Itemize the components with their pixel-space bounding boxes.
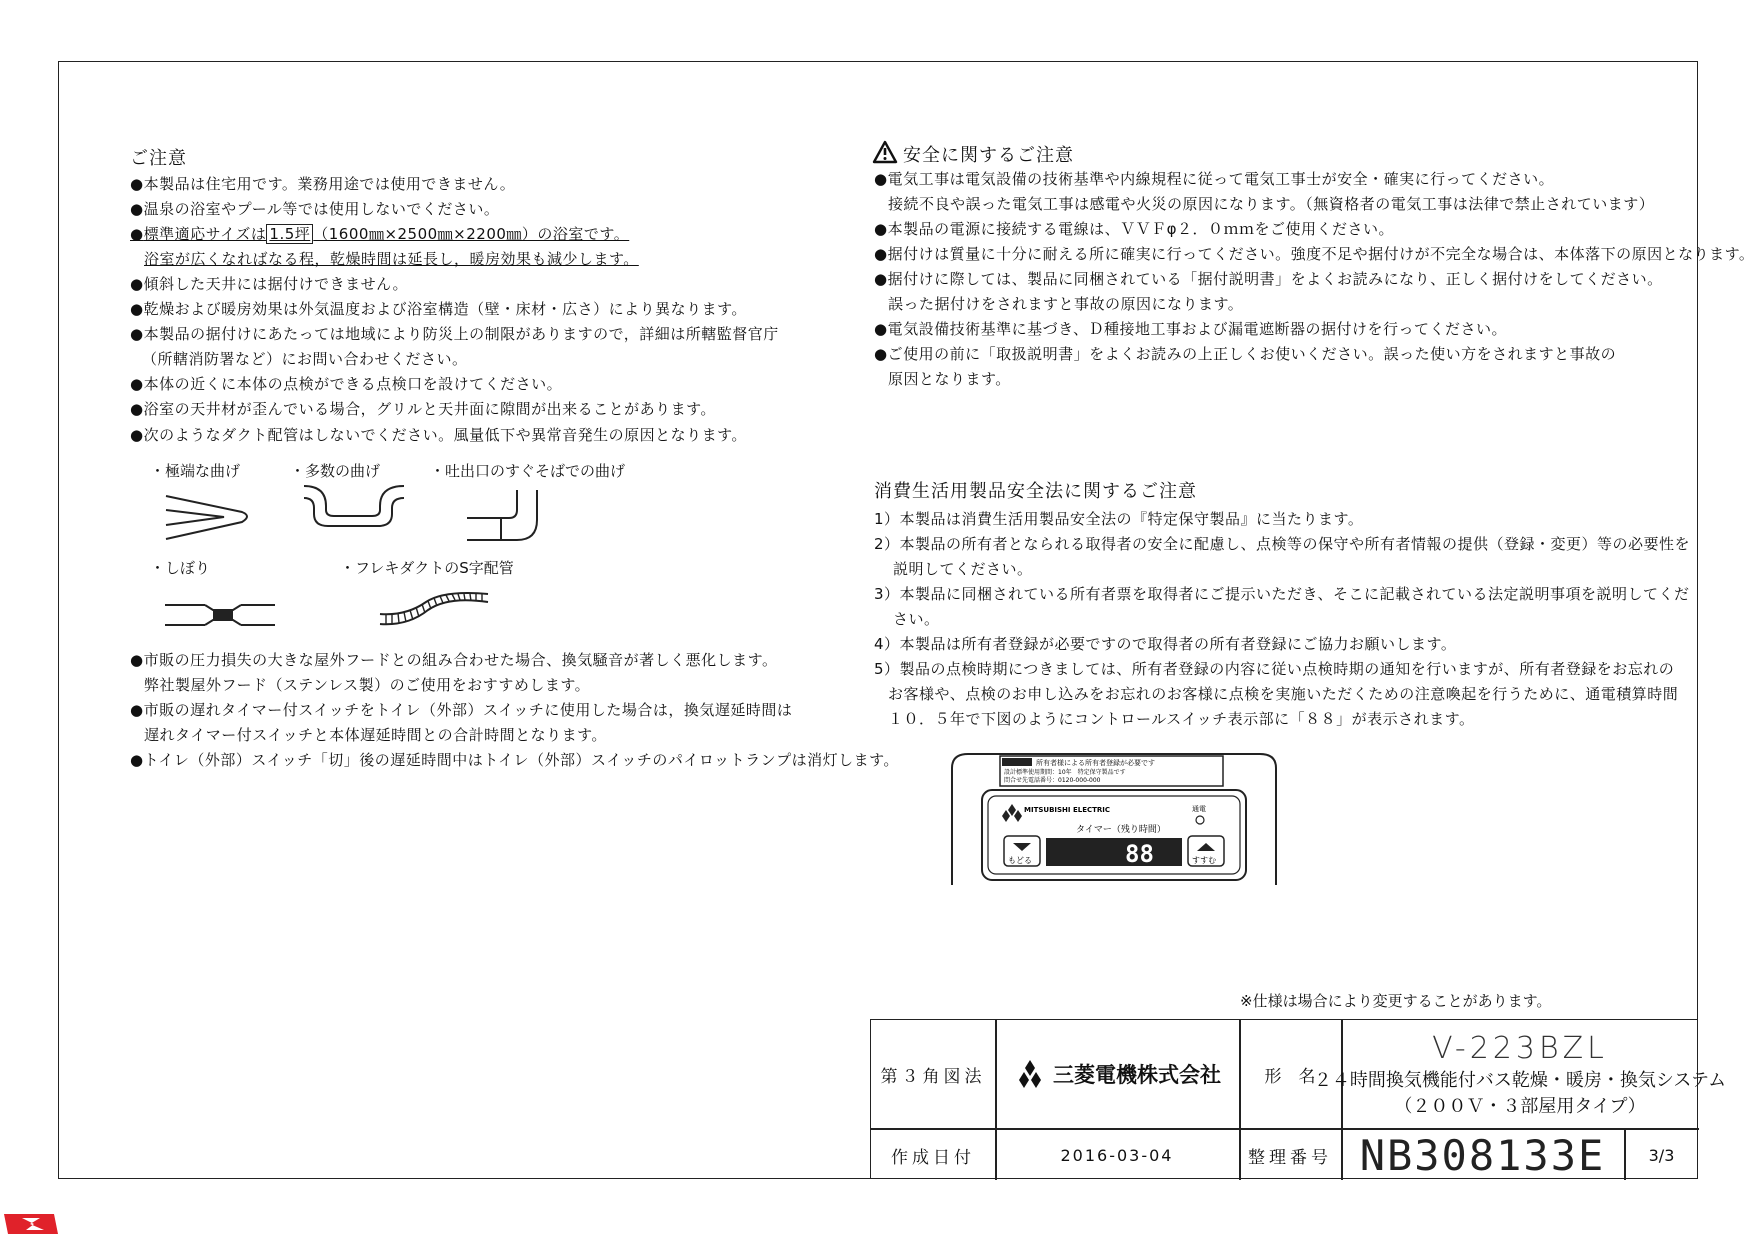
company-name: 三菱電機株式会社 <box>1053 1063 1221 1087</box>
panel-back-label: もどる <box>1008 856 1032 865</box>
panel-label-line2: 設計標準使用期間：10年 特定保守製品です <box>1004 769 1126 776</box>
note-item: ●傾斜した天井には据付けできません。 <box>130 275 408 293</box>
note-item: ●トイレ（外部）スイッチ「切」後の遅延時間中はトイレ（外部）スイッチのパイロットランプは消灯します。 <box>130 751 899 769</box>
note-item: ●温泉の浴室やプール等では使用しないでください。 <box>130 200 500 218</box>
safety-title: 安全に関するご注意 <box>903 145 1074 166</box>
panel-timer-label: タイマー（残り時間） <box>1076 825 1166 835</box>
control-panel-illustration <box>950 750 1280 890</box>
consumer-item-cont: さい。 <box>893 610 940 628</box>
panel-forward-label: すすむ <box>1192 856 1217 865</box>
safety-item-cont: 原因となります。 <box>888 370 1011 388</box>
safety-item-cont: 接続不良や誤った電気工事は感電や火災の原因になります。（無資格者の電気工事は法律で禁止されています） <box>888 195 1655 213</box>
consumer-item-cont: 説明してください。 <box>893 560 1033 578</box>
outlet-bend-diagram <box>465 488 545 548</box>
panel-display <box>1046 838 1182 866</box>
multiple-bend-diagram <box>300 484 415 534</box>
model-description: ２４時間換気機能付バス乾燥・暖房・換気システム <box>1313 1069 1727 1091</box>
safety-item-cont: 誤った据付けをされますと事故の原因になります。 <box>888 295 1244 313</box>
consumer-item: 3）本製品に同梱されている所有者票を取得者にご提示いただき、そこに記載されている法定説明事項を説明してくだ <box>874 585 1690 603</box>
safety-item: ●据付けに際しては、製品に同梱されている「据付説明書」をよくお読みになり、正しく据付けをしてください。 <box>874 270 1663 288</box>
note-item: ●次のようなダクト配管はしないでください。風量低下や異常音発生の原因となります。 <box>130 426 747 444</box>
warning-icon <box>872 140 898 164</box>
title-block <box>870 1019 1727 1180</box>
document-number: NB308133E <box>1359 1130 1606 1180</box>
note-item-cont: （所轄消防署など）にお問い合わせください。 <box>142 350 468 368</box>
consumer-item-cont: １０．５年で下図のようにコントロールスイッチ表示部に「８８」が表示されます。 <box>888 710 1475 728</box>
consumer-title: 消費生活用製品安全法に関するご注意 <box>874 481 1197 502</box>
note-item: ●本製品の据付けにあたっては地域により防災上の制限がありますので，詳細は所轄監督官庁 <box>130 325 779 343</box>
flex-duct-diagram <box>378 592 490 632</box>
safety-item: ●電気工事は電気設備の技術基準や内線規程に従って電気工事士が安全・確実に行ってください。 <box>874 170 1555 188</box>
note-item: ●市販の圧力損失の大きな屋外フードとの組み合わせた場合、換気騒音が著しく悪化します。 <box>130 651 778 669</box>
safety-item: ●ご使用の前に「取扱説明書」をよくお読みの上正しくお使いください。誤った使い方をされますと事故の <box>874 345 1617 363</box>
note-item: ●本製品は住宅用です。業務用途では使用できません。 <box>130 175 516 193</box>
page-number: 3/3 <box>1648 1145 1675 1165</box>
safety-item: ●電気設備技術基準に基づき、Ｄ種接地工事および漏電遮断器の据付けを行ってください。 <box>874 320 1507 338</box>
safety-item: ●据付けは質量に十分に耐える所に確実に行ってください。強度不足や据付けが不完全な場合は、本体落下の原因となります。 <box>874 245 1754 263</box>
note-item: ●本体の近くに本体の点検ができる点検口を設けてください。 <box>130 375 563 393</box>
duct-label-extreme: ・極端な曲げ <box>150 462 241 480</box>
panel-label-line3: 問合せ先電話番号：0120-000-000 <box>1004 777 1101 784</box>
projection-method: 第３角図法 <box>880 1066 986 1087</box>
consumer-item: 4）本製品は所有者登録が必要ですので取得者の所有者登録にご協力お願いします。 <box>874 635 1457 653</box>
size-note-cont: 浴室が広くなればなる程，乾燥時間は延長し，暖房効果も減少します。 <box>144 250 639 268</box>
consumer-item-cont: お客様や、点検のお申し込みをお忘れのお客様に点検を実施いただくための注意喚起を行うために、通電積算時間 <box>888 685 1679 703</box>
spec-note: ※仕様は場合により変更することがあります。 <box>1240 992 1552 1010</box>
panel-display-value: 88 <box>1125 840 1154 868</box>
mitsubishi-diamonds-icon <box>1013 1059 1047 1089</box>
consumer-item: 1）本製品は消費生活用製品安全法の『特定保守製品』に当たります。 <box>874 510 1364 528</box>
model-label: 形 名 <box>1264 1066 1316 1087</box>
notes-title: ご注意 <box>130 148 187 169</box>
creation-date: 2016-03-04 <box>1060 1145 1174 1165</box>
date-label: 作成日付 <box>891 1147 975 1168</box>
model-cell <box>1313 1020 1727 1128</box>
corner-logo-icon <box>0 1208 60 1240</box>
duct-label-flex: ・フレキダクトのS字配管 <box>340 559 514 577</box>
note-item-cont: 弊社製屋外フード（ステンレス製）のご使用をおすすめします。 <box>144 676 591 694</box>
consumer-item: 2）本製品の所有者となられる取得者の安全に配慮し、点検等の保守や所有者情報の提供（登録・変更）等の必要性を <box>874 535 1691 553</box>
safety-item: ●本製品の電源に接続する電線は、ＶＶＦφ２．０ｍｍをご使用ください。 <box>874 220 1394 238</box>
model-voltage: （２００Ｖ・３部屋用タイプ） <box>1394 1095 1646 1117</box>
size-note: ●標準適応サイズは 1.5坪 （1600㎜×2500㎜×2200㎜）の浴室です。 <box>130 225 630 243</box>
note-item: ●市販の遅れタイマー付スイッチをトイレ（外部）スイッチに使用した場合は，換気遅延時間は <box>130 701 793 719</box>
size-boxed: 1.5坪 <box>266 224 313 244</box>
extreme-bend-diagram <box>160 490 260 545</box>
note-item-cont: 遅れタイマー付スイッチと本体遅延時間との合計時間となります。 <box>144 726 607 744</box>
panel-brand: MITSUBISHI ELECTRIC <box>1024 806 1111 814</box>
panel-lamp-label: 通電 <box>1192 805 1206 813</box>
panel-label-top: 所有者様による所有者登録が必要です <box>1036 759 1155 767</box>
note-item: ●浴室の天井材が歪んでいる場合，グリルと天井面に隙間が出来ることがあります。 <box>130 400 716 418</box>
note-item: ●乾燥および暖房効果は外気温度および浴室構造（壁・床材・広さ）により異なります。 <box>130 300 747 318</box>
duct-label-squeeze: ・しぼり <box>150 559 211 577</box>
duct-label-outlet: ・吐出口のすぐそばでの曲げ <box>430 462 626 480</box>
squeeze-diagram <box>165 600 275 630</box>
duct-label-multiple: ・多数の曲げ <box>290 462 381 480</box>
number-label: 整理番号 <box>1248 1147 1332 1168</box>
model-number: V-223BZL <box>1432 1030 1608 1066</box>
consumer-item: 5）製品の点検時期につきましては、所有者登録の内容に従い点検時期の通知を行いますが、所有者登録をお忘れの <box>874 660 1675 678</box>
company-cell <box>995 1020 1239 1128</box>
